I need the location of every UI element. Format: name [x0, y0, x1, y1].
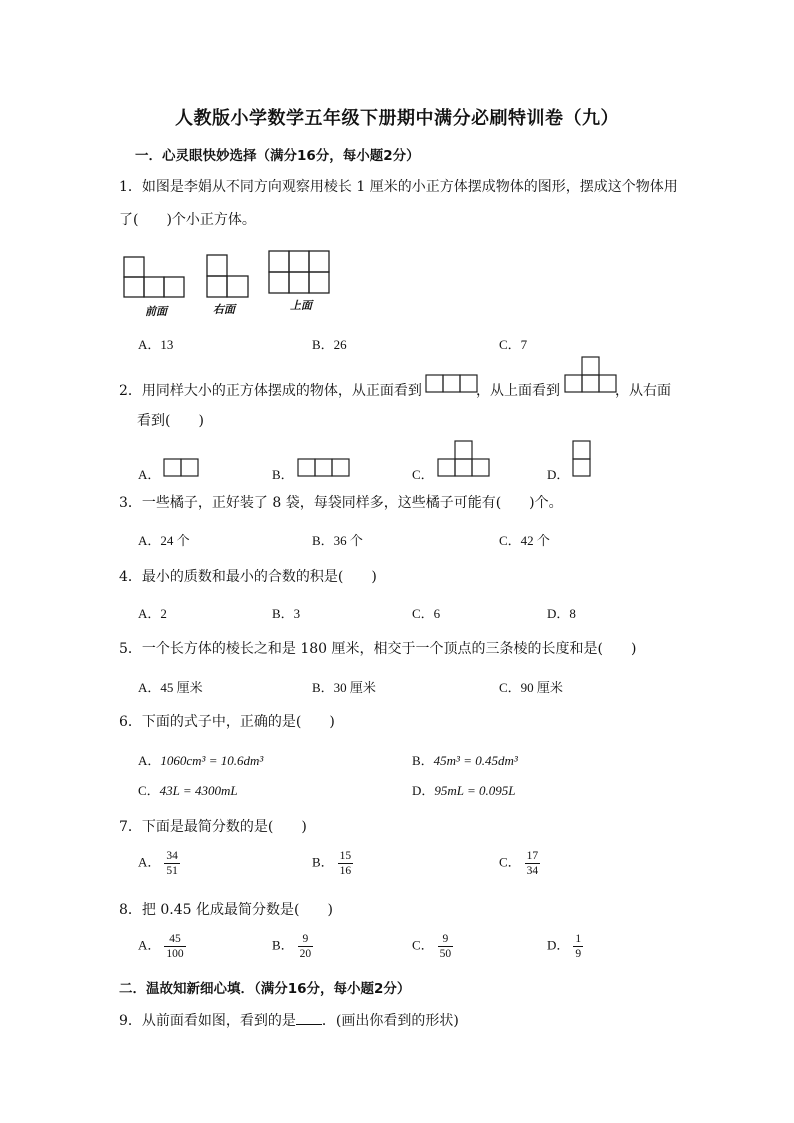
q6-option-d-label: D．: [412, 783, 435, 798]
q2-front-view-figure: [425, 374, 479, 394]
q6-option-d-expr: 95mL = 0.095L: [434, 783, 516, 798]
page-title: 人教版小学数学五年级下册期中满分必刷特训卷（九）: [175, 108, 619, 129]
q2-option-a-figure[interactable]: [163, 458, 201, 478]
question-9-before: 9．从前面看如图，看到的是: [119, 1013, 296, 1029]
q3-option-a[interactable]: A．24 个: [138, 533, 190, 548]
q8-option-a-fraction: $\frac{45}{100}$: [166, 933, 184, 960]
q7-option-a-fraction: $\frac{34}{51}$: [166, 850, 178, 877]
question-1-line-1: 1．如图是李娟从不同方向观察用棱长 1 厘米的小正方体摆成物体的图形，摆成这个物体用: [119, 179, 678, 195]
q1-right-view-figure: [205, 253, 253, 299]
q1-option-a[interactable]: A．13: [138, 337, 174, 352]
q5-option-a[interactable]: A．45 厘米: [138, 680, 203, 695]
q8-option-a[interactable]: [138, 932, 186, 961]
q1-right-label: 右面: [213, 303, 235, 316]
q2-top-view-figure: [564, 356, 618, 394]
q8-option-c[interactable]: [412, 932, 453, 961]
question-6-text: 6．下面的式子中，正确的是( ): [119, 714, 335, 730]
question-9: [119, 1010, 459, 1030]
q4-option-d[interactable]: D．8: [547, 606, 576, 621]
q7-option-a[interactable]: [138, 849, 180, 878]
q9-answer-blank[interactable]: [296, 1012, 322, 1025]
q7-option-b-fraction: $\frac{15}{16}$: [339, 850, 352, 877]
q1-front-view-figure: [122, 255, 188, 299]
q8-option-b-fraction: $\frac{9}{20}$: [299, 933, 312, 960]
q1-front-label: 前面: [145, 305, 167, 318]
q8-option-b[interactable]: [272, 932, 313, 961]
q4-option-a[interactable]: A．2: [138, 606, 167, 621]
q4-option-c[interactable]: C．6: [412, 606, 441, 621]
q6-option-c-label: C．: [138, 783, 160, 798]
q7-option-b[interactable]: [312, 849, 353, 878]
q2-option-b-figure[interactable]: [297, 458, 351, 478]
question-7-text: 7．下面是最简分数的是( ): [119, 819, 307, 835]
q1-option-c[interactable]: C．7: [499, 337, 528, 352]
q8-option-b-label: B．: [272, 937, 294, 953]
section-2-heading: 二．温故知新细心填．（满分16分，每小题2分）: [119, 981, 411, 997]
q6-option-c-expr: 43L = 4300mL: [159, 783, 238, 798]
q2-option-d-label[interactable]: D．: [547, 467, 570, 482]
q6-option-a[interactable]: [138, 750, 263, 769]
q7-option-b-label: B．: [312, 854, 334, 870]
q6-option-b-expr: 45m³ = 0.45dm³: [433, 753, 518, 768]
question-3-text: 3．一些橘子，正好装了 8 袋，每袋同样多，这些橘子可能有( )个。: [119, 495, 563, 511]
question-2-part-2: ，从上面看到: [476, 383, 560, 399]
question-1-line-2: 了( )个小正方体。: [119, 212, 256, 228]
q8-option-d-label: D．: [547, 937, 570, 953]
q5-option-b[interactable]: B．30 厘米: [312, 680, 376, 695]
q6-option-b-label: B．: [412, 753, 434, 768]
q8-option-a-label: A．: [138, 937, 161, 953]
q1-top-label: 上面: [290, 299, 312, 312]
q2-option-b-label[interactable]: B．: [272, 467, 294, 482]
q8-option-d-fraction: $\frac{1}{9}$: [575, 933, 582, 960]
q8-option-d[interactable]: [547, 932, 583, 961]
question-2-part-3: ，从右面: [615, 383, 671, 399]
q6-option-d[interactable]: [412, 780, 516, 799]
q2-option-c-figure[interactable]: [437, 440, 491, 478]
q1-top-view-figure: [267, 249, 333, 295]
q4-option-b[interactable]: B．3: [272, 606, 301, 621]
question-4-text: 4．最小的质数和最小的合数的积是( ): [119, 569, 377, 585]
q2-option-a-label[interactable]: A．: [138, 467, 161, 482]
q7-option-c-fraction: $\frac{17}{34}$: [526, 850, 539, 877]
q8-option-c-label: C．: [412, 937, 434, 953]
question-2-part-1: 2．用同样大小的正方体摆成的物体，从正面看到: [119, 383, 422, 399]
q2-option-d-figure[interactable]: [572, 440, 592, 478]
q1-option-b[interactable]: B．26: [312, 337, 347, 352]
section-1-heading: 一．心灵眼快妙选择（满分16分，每小题2分）: [135, 148, 420, 164]
q6-option-b[interactable]: [412, 750, 518, 769]
q6-option-c[interactable]: [138, 780, 238, 799]
q7-option-a-label: A．: [138, 854, 161, 870]
q8-option-c-fraction: $\frac{9}{50}$: [439, 933, 452, 960]
question-2-line-2: 看到( ): [137, 413, 204, 429]
q7-option-c-label: C．: [499, 854, 521, 870]
question-9-after: ．(画出你看到的形状): [321, 1013, 459, 1029]
q3-option-b[interactable]: B．36 个: [312, 533, 363, 548]
q6-option-a-expr: 1060cm³ = 10.6dm³: [160, 753, 264, 768]
q5-option-c[interactable]: C．90 厘米: [499, 680, 563, 695]
q6-option-a-label: A．: [138, 753, 161, 768]
question-8-text: 8．把 0.45 化成最简分数是( ): [119, 902, 333, 918]
question-5-text: 5．一个长方体的棱长之和是 180 厘米，相交于一个顶点的三条棱的长度和是( ): [119, 641, 637, 657]
q3-option-c[interactable]: C．42 个: [499, 533, 550, 548]
q7-option-c[interactable]: [499, 849, 540, 878]
q2-option-c-label[interactable]: C．: [412, 467, 434, 482]
